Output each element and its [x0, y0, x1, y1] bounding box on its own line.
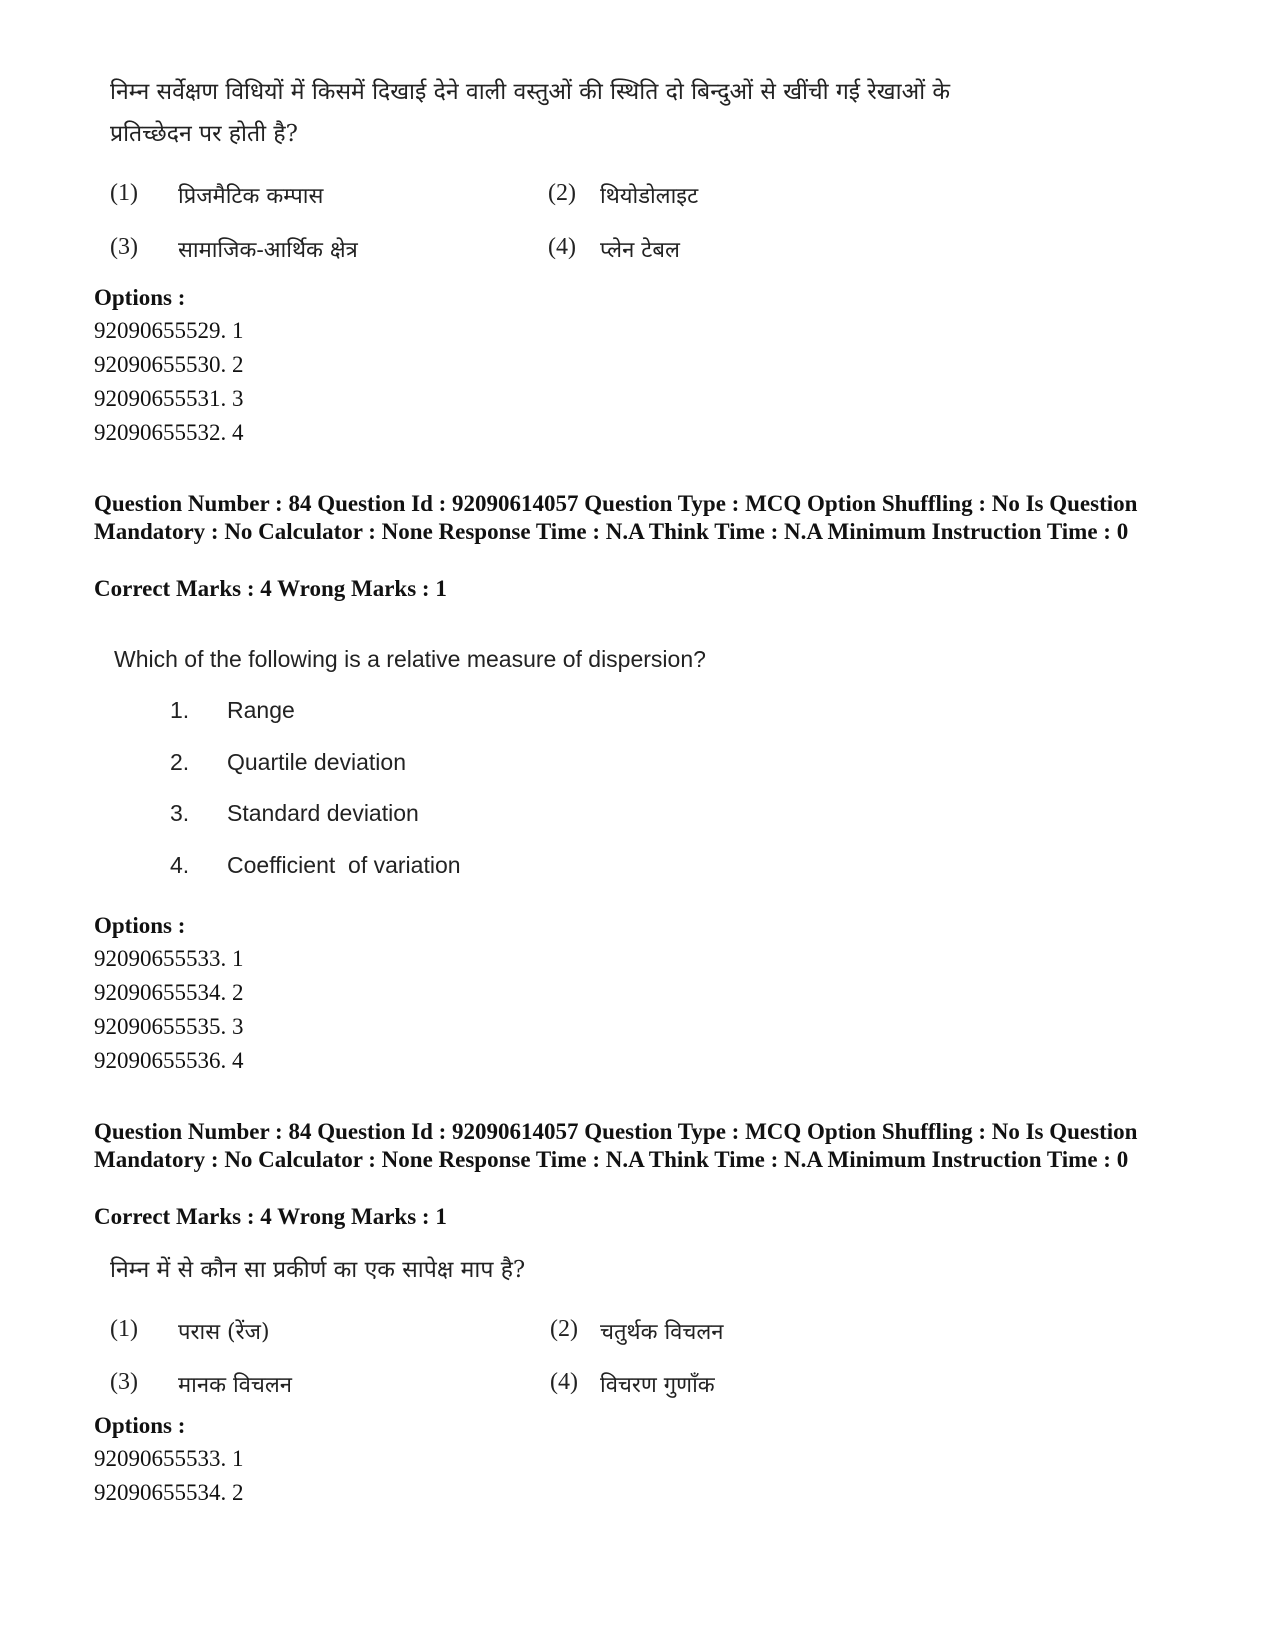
- option-item: 92090655535. 3: [94, 1014, 244, 1039]
- question-83-text-line1: निम्न सर्वेक्षण विधियों में किसमें दिखाई देने वाली वस्तुओं की स्थिति दो बिन्दुओं से खींची गई रेखाओं के: [110, 79, 951, 105]
- option-item: 92090655536. 4: [94, 1048, 244, 1073]
- choice-text: Coefficient of variation: [227, 852, 461, 878]
- choice-text: विचरण गुणाँक: [600, 1373, 715, 1398]
- option-item: 92090655533. 1: [94, 946, 244, 971]
- choice-number: (1): [110, 1316, 138, 1342]
- choice-text: Quartile deviation: [227, 749, 406, 775]
- marks-info: Correct Marks : 4 Wrong Marks : 1: [94, 1204, 447, 1229]
- option-item: 92090655534. 2: [94, 980, 244, 1005]
- question-84-hindi-text: निम्न में से कौन सा प्रकीर्ण का एक सापेक्ष माप है?: [110, 1257, 526, 1283]
- choice-number: (4): [548, 234, 576, 260]
- choice-number: 2.: [170, 749, 190, 775]
- choice-number: 1.: [170, 697, 190, 723]
- option-item: 92090655530. 2: [94, 352, 244, 377]
- option-item: 92090655534. 2: [94, 1480, 244, 1505]
- choice-text: सामाजिक-आर्थिक क्षेत्र: [178, 238, 358, 263]
- choice-text: थियोडोलाइट: [600, 184, 699, 209]
- choice-number: (4): [550, 1369, 578, 1395]
- option-item: 92090655532. 4: [94, 420, 244, 445]
- choice-number: (3): [110, 234, 138, 260]
- choice-text: प्लेन टेबल: [600, 238, 680, 263]
- marks-info: Correct Marks : 4 Wrong Marks : 1: [94, 576, 447, 601]
- choice-number: 3.: [170, 800, 190, 826]
- choice-number: (2): [550, 1316, 578, 1342]
- option-item: 92090655531. 3: [94, 386, 244, 411]
- option-item: 92090655529. 1: [94, 318, 244, 343]
- options-list: [94, 314, 244, 450]
- question-meta: Question Number : 84 Question Id : 92090614057 Question Type : MCQ Option Shuffling : No Is Question Mandatory : No Calculator : None Response Time : N.A Think Time : N.A Minimum Instruction Time : 0: [94, 1119, 1138, 1172]
- choice-number: (1): [110, 180, 138, 206]
- choice-text: प्रिजमैटिक कम्पास: [178, 184, 324, 209]
- options-list: [94, 942, 244, 1078]
- options-label: Options :: [94, 913, 186, 938]
- choice-text: मानक विचलन: [178, 1373, 292, 1398]
- choice-text: Standard deviation: [227, 800, 419, 826]
- choice-text: Range: [227, 697, 295, 723]
- options-list: [94, 1442, 244, 1510]
- question-83-text-line2: प्रतिच्छेदन पर होती है?: [110, 121, 298, 147]
- options-label: Options :: [94, 1413, 186, 1438]
- option-item: 92090655533. 1: [94, 1446, 244, 1471]
- choice-number: (3): [110, 1369, 138, 1395]
- choice-text: चतुर्थक विचलन: [600, 1320, 724, 1345]
- choice-text: परास (रेंज): [178, 1320, 270, 1345]
- question-84-text: Which of the following is a relative measure of dispersion?: [114, 646, 706, 672]
- question-meta: Question Number : 84 Question Id : 92090614057 Question Type : MCQ Option Shuffling : No Is Question Mandatory : No Calculator : None Response Time : N.A Think Time : N.A Minimum Instruction Time : 0: [94, 491, 1138, 544]
- options-label: Options :: [94, 285, 186, 310]
- choice-number: (2): [548, 180, 576, 206]
- choice-number: 4.: [170, 852, 190, 878]
